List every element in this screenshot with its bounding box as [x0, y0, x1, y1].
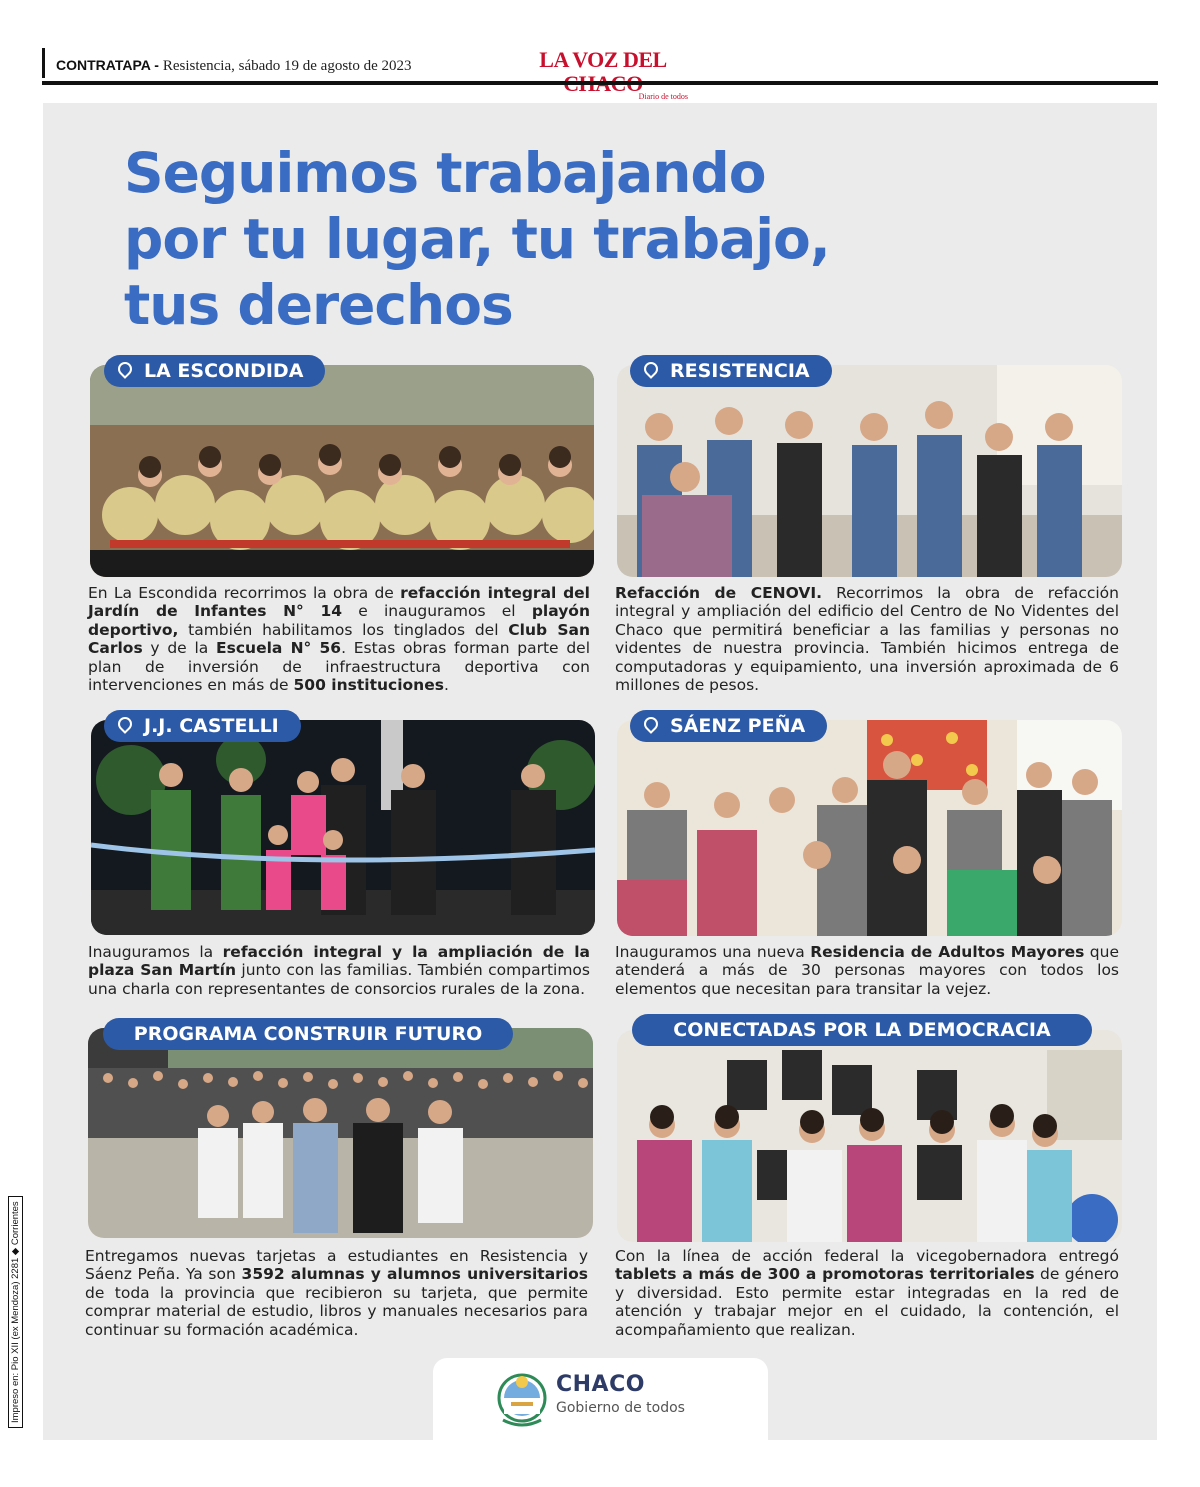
- location-name: RESISTENCIA: [670, 360, 810, 382]
- page-headline: [124, 140, 1024, 338]
- caption-text: de género y diversidad. Esto permite estar integradas en la red de atención y trabajar mejor en el cuidado, la contención, el acompañamiento que realizan.: [615, 1265, 1120, 1339]
- caption-jj-castelli: [88, 943, 590, 998]
- headline-line-2: por tu lugar, tu trabajo,: [124, 207, 830, 271]
- location-label-saenz-pena: [630, 710, 827, 742]
- government-logo: [433, 1358, 768, 1440]
- photo-resistencia: [617, 365, 1122, 577]
- ribbon-cutting-night-icon: [91, 720, 595, 935]
- caption-text: Entregamos nuevas tarjetas a estudiantes en Resistencia y Sáenz Peña. Ya son: [85, 1247, 588, 1284]
- print-imprint: [8, 1188, 36, 1428]
- caption-text: . Estas obras forman parte del plan de inversión de infraestructura deportiva con intervenciones en más de: [88, 639, 591, 695]
- location-pin-icon: [641, 714, 661, 734]
- location-name: J.J. CASTELLI: [144, 715, 279, 737]
- caption-conectadas: [615, 1247, 1119, 1339]
- caption-text: junto con las familias. También compartimos una charla con representantes de consorcios rurales de la zona.: [88, 961, 590, 998]
- caption-emphasis: refacción integral del Jardín de Infantes N° 14: [88, 584, 590, 621]
- photo-construir-futuro: [88, 1028, 593, 1238]
- caption-text: y de la: [142, 639, 217, 658]
- caption-emphasis: playón deportivo,: [88, 602, 590, 639]
- caption-text: de toda la provincia que recibieron su tarjeta, que permite comprar material de estudio, libros y manuales necesarios para continuar su formación académica.: [85, 1283, 588, 1339]
- logo-name: CHACO: [556, 1372, 645, 1397]
- caption-saenz-pena: [615, 943, 1119, 998]
- crowd-photo-outdoor-icon: [88, 1028, 593, 1238]
- section-label: CONTRATAPA -: [56, 57, 159, 73]
- program-name: CONECTADAS POR LA DEMOCRACIA: [673, 1019, 1051, 1041]
- print-imprint-text: Impreso en: Pio XII (ex Mendoza) 2281 ◆ Corrientes: [8, 1196, 23, 1428]
- photo-jj-castelli: [91, 720, 595, 935]
- caption-text: En La Escondida recorrimos la obra de: [88, 584, 401, 602]
- photo-saenz-pena: [617, 720, 1122, 936]
- group-photo-tablets-icon: [617, 1030, 1122, 1242]
- caption-text: también habilitamos los tinglados del: [178, 620, 509, 639]
- location-pin-icon: [115, 714, 135, 734]
- masthead-tagline: Diario de todos: [638, 92, 688, 101]
- header-tick: [42, 48, 45, 78]
- caption-text: Recorrimos la obra de refacción integral y ampliación del edificio del Centro de No Videntes del Chaco que permitirá beneficiar a las familias y personas no videntes de nuestra provincia. También hicimos entrega de computadoras y equipamiento, una inversión aproximada de 6 millones de pesos.: [615, 584, 1119, 695]
- group-photo-elderly-icon: [617, 720, 1122, 936]
- program-label-construir-futuro: [103, 1018, 513, 1050]
- program-name: PROGRAMA CONSTRUIR FUTURO: [133, 1023, 483, 1045]
- caption-text: e inauguramos el: [342, 602, 532, 621]
- issue-date: Resistencia, sábado 19 de agosto de 2023: [162, 58, 412, 74]
- location-label-la-escondida: [104, 355, 325, 387]
- header-section-line: [56, 57, 412, 75]
- caption-la-escondida: [88, 584, 590, 694]
- caption-emphasis: refacción integral y la ampliación de la plaza San Martín: [88, 943, 591, 980]
- group-photo-indoor-icon: [617, 365, 1122, 577]
- caption-emphasis: 500 instituciones: [293, 676, 444, 695]
- caption-construir-futuro: [85, 1247, 588, 1339]
- caption-emphasis: 3592 alumnas y alumnos universitarios: [241, 1265, 588, 1284]
- header-rule: [42, 81, 1158, 85]
- location-name: SÁENZ PEÑA: [670, 715, 806, 737]
- caption-emphasis: Residencia de Adultos Mayores: [810, 943, 1085, 961]
- headline-line-3: tus derechos: [124, 273, 513, 337]
- provincial-shield-icon: [497, 1368, 547, 1430]
- location-pin-icon: [115, 359, 135, 379]
- masthead-logo: [518, 48, 688, 101]
- page-header: [42, 46, 1158, 101]
- location-label-jj-castelli: [104, 710, 301, 742]
- caption-text: Inauguramos una nueva: [615, 943, 811, 961]
- location-pin-icon: [641, 359, 661, 379]
- caption-text: Inauguramos la: [88, 943, 223, 961]
- location-name: LA ESCONDIDA: [144, 360, 304, 382]
- photo-conectadas-democracia: [617, 1030, 1122, 1242]
- caption-resistencia: [615, 584, 1119, 694]
- caption-text: Con la línea de acción federal la vicegobernadora entregó: [615, 1247, 1119, 1265]
- masthead-name: LA VOZ DEL: [539, 47, 667, 72]
- logo-subtitle: Gobierno de todos: [556, 1400, 685, 1416]
- photo-la-escondida: [90, 365, 594, 577]
- caption-emphasis: Escuela N° 56: [216, 639, 342, 658]
- caption-emphasis: Refacción de CENOVI.: [615, 584, 823, 602]
- headline-line-1: Seguimos trabajando: [124, 141, 766, 205]
- group-photo-students-icon: [90, 365, 594, 577]
- caption-emphasis: Club San Carlos: [88, 620, 590, 658]
- caption-emphasis: tablets a más de 300 a promotoras territoriales: [615, 1265, 1035, 1284]
- location-label-resistencia: [630, 355, 832, 387]
- caption-text: que atenderá a más de 30 personas mayores con todos los elementos que necesitan para transitar la vejez.: [615, 943, 1119, 998]
- program-label-conectadas: [632, 1014, 1092, 1046]
- caption-text: .: [443, 676, 449, 695]
